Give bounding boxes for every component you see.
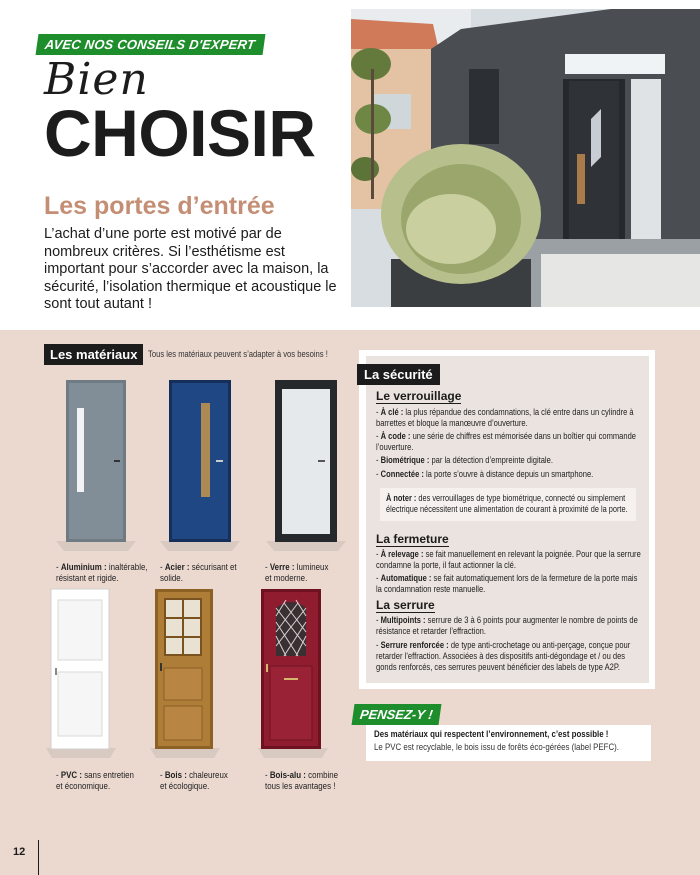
note-text: À noter : des verrouillages de type biométrique, connecté ou simplement électrique nécessitent une alimentation de courant à proximité de la porte.: [386, 493, 628, 514]
item-serrure-renforcee: - Serrure renforcée : de type anti-crochetage ou anti-perçage, conçue pour retarder l’effraction. Associées à des dispositifs anti-dégondage et / ou des gonds renforcés, ces serrures peuvent bénéficier des labels de type A2P.: [376, 640, 631, 672]
item-connectee: - Connectée : la porte s’ouvre à distance depuis un smartphone.: [376, 469, 594, 479]
heading-verrouillage: Le verrouillage: [376, 389, 462, 403]
security-title: La sécurité: [357, 364, 440, 385]
door-bois-alu: [258, 586, 328, 761]
item-a-relevage: - À relevage : se fait manuellement en relevant la poignée. Pour que la serrure condamne la porte, il faut actionner la clé.: [376, 549, 641, 570]
item-biometrique: - Biométrique : par la détection d’empreinte digitale.: [376, 455, 553, 465]
materials-note: Tous les matériaux peuvent s’adapter à vos besoins !: [148, 349, 328, 359]
caption-acier: - Acier : sécurisant et solide.: [160, 562, 237, 583]
caption-pvc: - PVC : sans entretien et économique.: [56, 770, 134, 791]
expert-badge: AVEC NOS CONSEILS D'EXPERT: [36, 34, 266, 55]
page-rule: [38, 840, 39, 875]
section-subtitle: Les portes d’entrée: [44, 192, 275, 220]
page-title: CHOISIR: [44, 96, 316, 170]
pensez-text: Le PVC est recyclable, le bois issu de forêts éco-gérées (label PEFC).: [374, 742, 619, 753]
title-script: Bien: [44, 54, 149, 105]
heading-fermeture: La fermeture: [376, 532, 449, 546]
door-aluminium: [56, 376, 136, 551]
pensez-headline: Des matériaux qui respectent l’environnement, c’est possible !: [374, 729, 609, 740]
caption-bois: - Bois : chaleureux et écologique.: [160, 770, 228, 791]
materials-label: Les matériaux: [44, 344, 143, 365]
caption-verre: - Verre : lumineux et moderne.: [265, 562, 329, 583]
door-verre: [266, 376, 346, 551]
item-a-code: - À code : une série de chiffres est mémorisée dans un boîtier qui commande l’ouverture.: [376, 431, 636, 452]
pensez-badge: PENSEZ-Y !: [352, 704, 442, 725]
intro-paragraph: L’achat d’une porte est motivé par de nombreux critères. Si l’esthétisme est important pour s’accorder avec la maison, la sécurité, l’isolation thermique et acoustique le sont tout autant !: [44, 226, 337, 312]
door-bois: [150, 586, 220, 761]
item-multipoints: - Multipoints : serrure de 3 à 6 points pour augmenter le nombre de points de résistance et retarder l’effraction.: [376, 615, 638, 636]
door-acier: [160, 376, 240, 551]
heading-serrure: La serrure: [376, 598, 435, 612]
item-automatique: - Automatique : se fait automatiquement lors de la fermeture de la porte mais la condamnation reste manuelle.: [376, 573, 638, 594]
caption-aluminium: - Aluminium : inaltérable, résistant et rigide.: [56, 562, 148, 583]
house-entrance-photo: [351, 9, 700, 307]
caption-bois-alu: - Bois-alu : combine tous les avantages !: [265, 770, 339, 791]
page-number: 12: [13, 846, 26, 858]
door-pvc: [46, 586, 116, 761]
item-a-cle: - À clé : la plus répandue des condamnations, la clé entre dans un cylindre à barrettes et bloque la manœuvre d’ouverture.: [376, 407, 634, 428]
